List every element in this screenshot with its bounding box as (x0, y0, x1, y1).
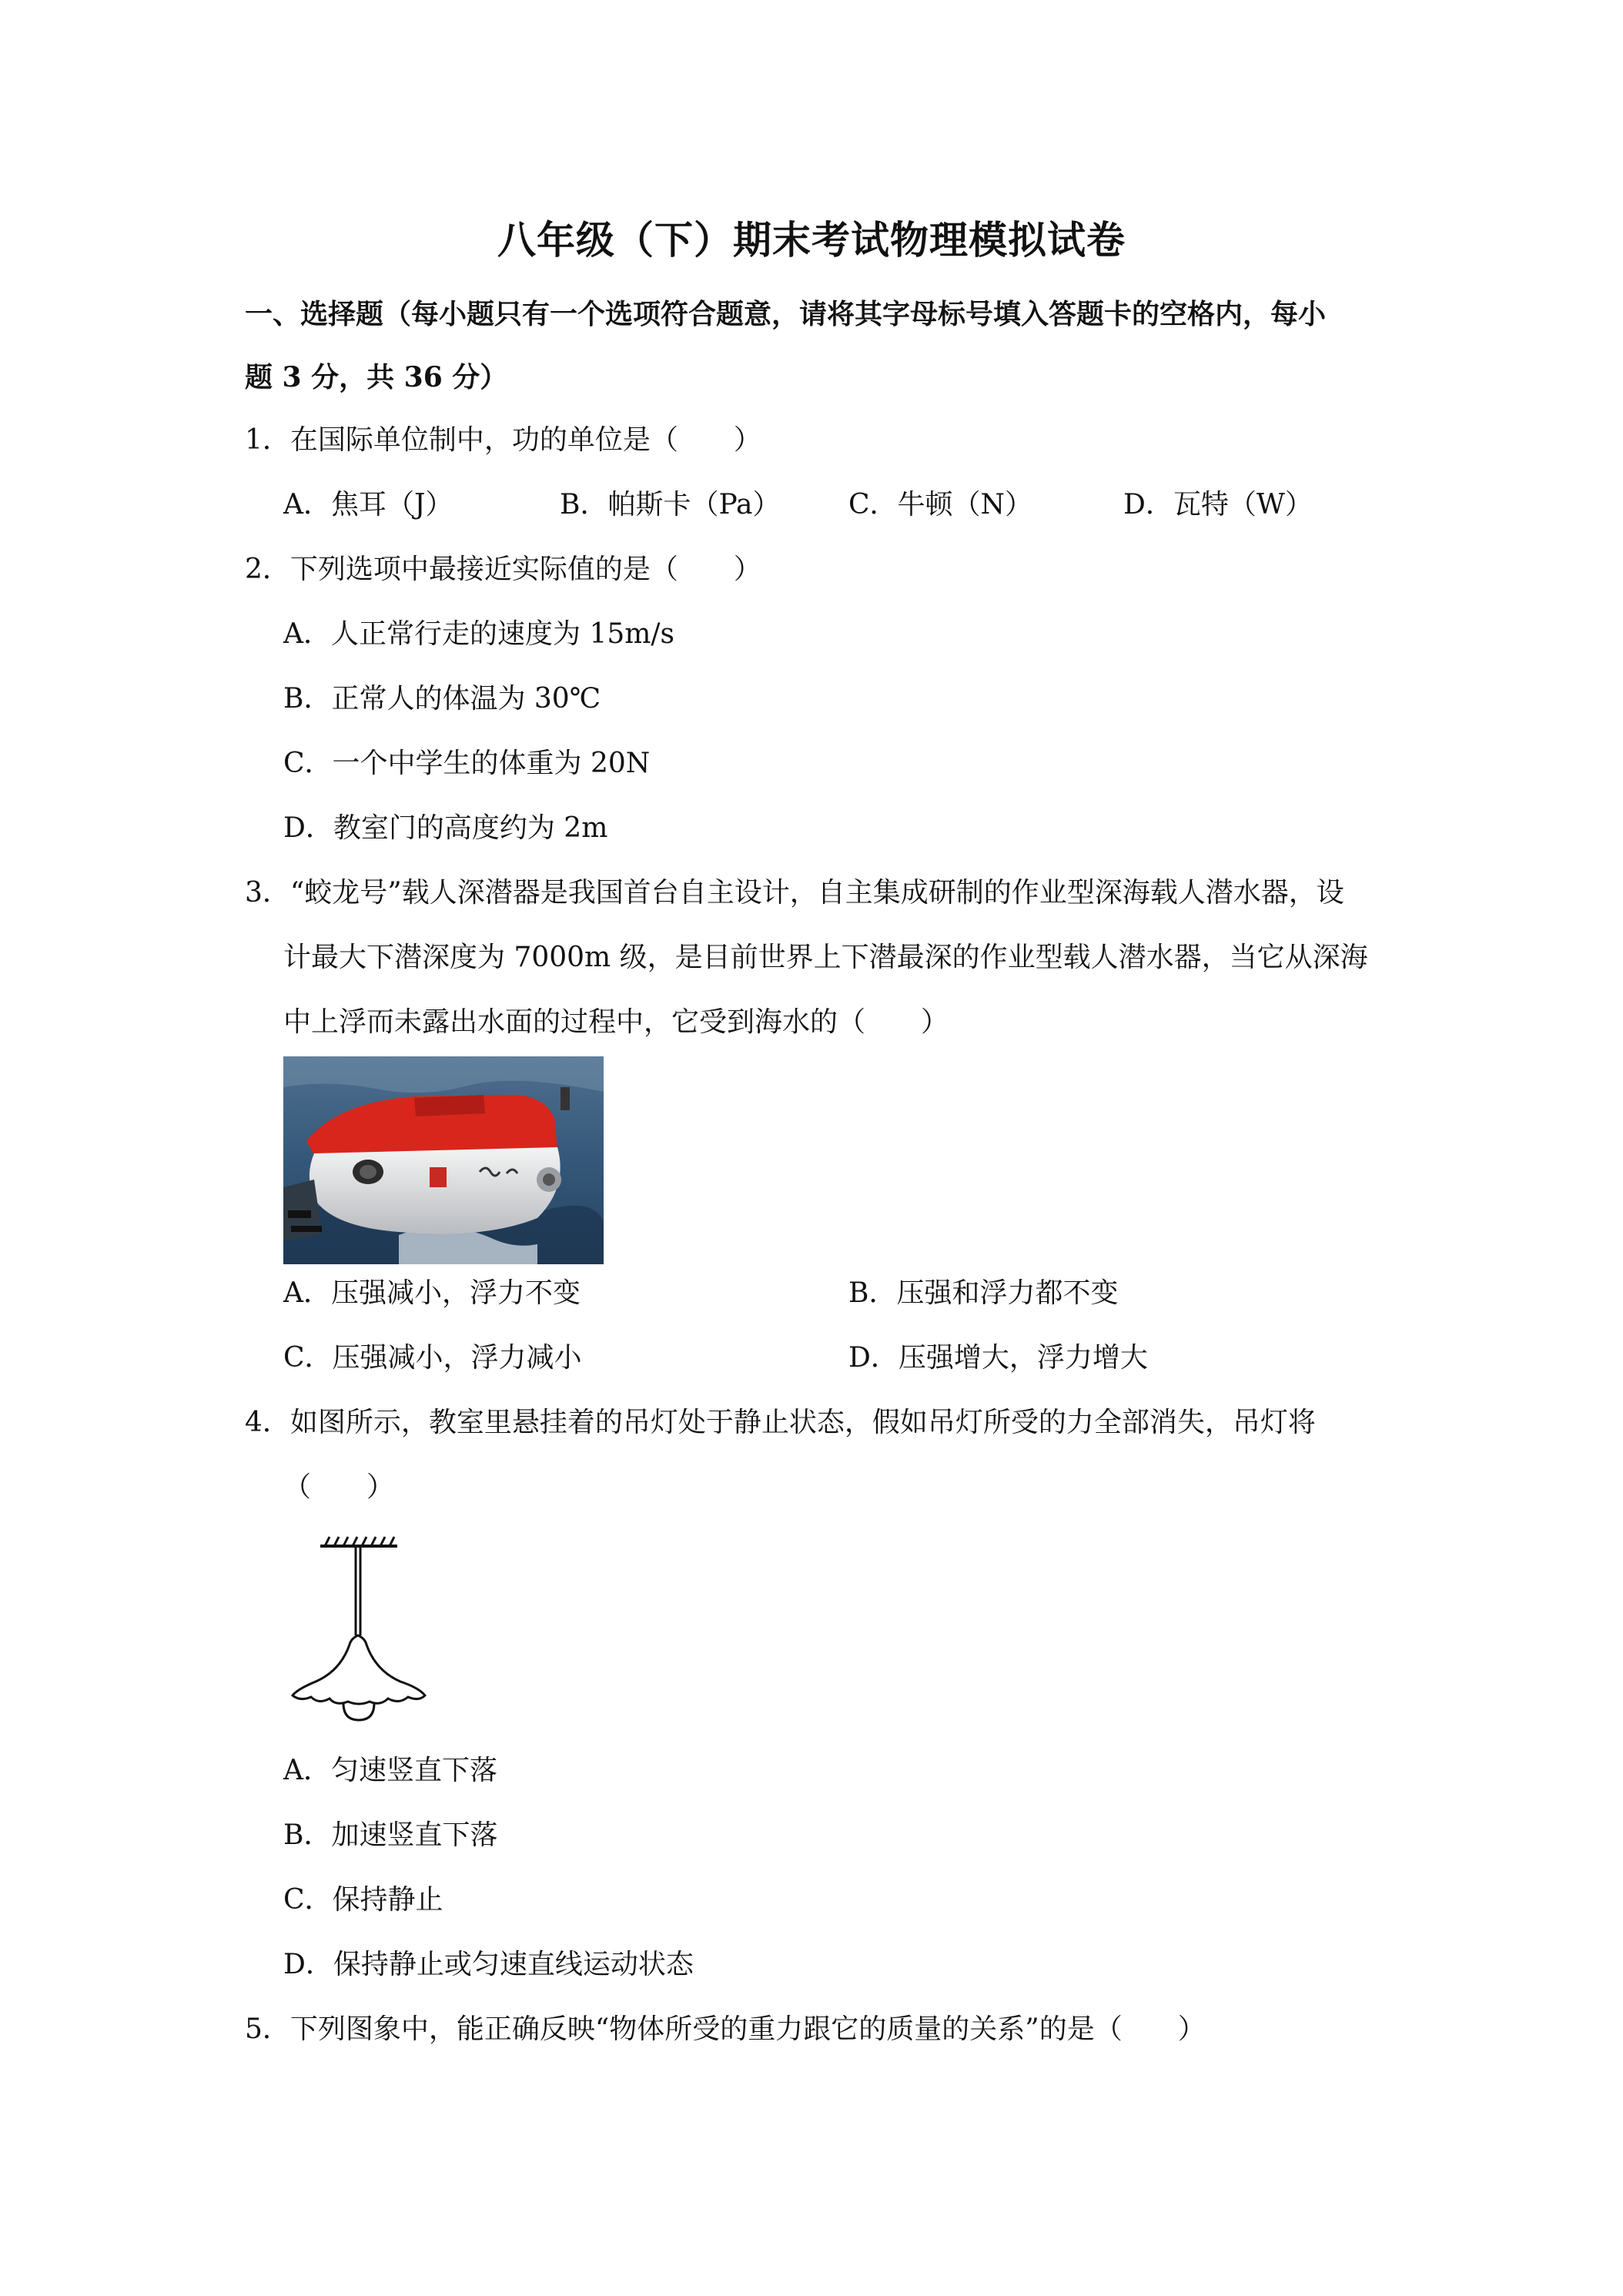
question-2-stem: 2．下列选项中最接近实际值的是（ ） (245, 554, 761, 585)
question-1-option-b: B．帕斯卡（Pa） (560, 489, 781, 520)
question-1-option-a: A．焦耳（J） (283, 489, 453, 520)
question-2-option-b: B．正常人的体温为 30℃ (283, 683, 601, 715)
submersible-photo (283, 1056, 604, 1264)
question-3-stem-line-2: 计最大下潜深度为 7000m 级，是目前世界上下潜最深的作业型载人潜水器，当它从深海 (283, 942, 1368, 973)
question-3-option-a: A．压强减小，浮力不变 (283, 1277, 581, 1309)
question-2-option-d: D．教室门的高度约为 2m (283, 812, 608, 844)
question-3-stem-line-1: 3．“蛟龙号”载人深潜器是我国首台自主设计，自主集成研制的作业型深海载人潜水器，设 (245, 877, 1344, 909)
question-1-stem: 1．在国际单位制中，功的单位是（ ） (245, 424, 761, 456)
question-4-stem-line-1: 4．如图所示，教室里悬挂着的吊灯处于静止状态，假如吊灯所受的力全部消失，吊灯将 (245, 1407, 1316, 1438)
question-4-option-d: D．保持静止或匀速直线运动状态 (283, 1949, 694, 1980)
question-3-option-d: D．压强增大，浮力增大 (848, 1342, 1148, 1374)
question-2-option-c: C．一个中学生的体重为 20N (283, 748, 651, 779)
question-3-option-b: B．压强和浮力都不变 (848, 1277, 1119, 1309)
question-1-option-d: D．瓦特（W） (1123, 489, 1313, 520)
section-heading-line-1: 一、选择题（每小题只有一个选项符合题意，请将其字母标号填入答题卡的空格内，每小 (245, 298, 1327, 330)
exam-title: 八年级（下）期末考试物理模拟试卷 (497, 217, 1126, 263)
question-4-option-a: A．匀速竖直下落 (283, 1755, 497, 1786)
question-4-stem-line-2: （ ） (283, 1471, 395, 1503)
question-4-option-b: B．加速竖直下落 (283, 1819, 498, 1851)
hanging-lamp-diagram (285, 1535, 439, 1725)
question-3-option-c: C．压强减小，浮力减小 (283, 1342, 582, 1374)
section-heading-line-2: 题 3 分，共 36 分） (245, 361, 508, 393)
question-1-option-c: C．牛顿（N） (848, 489, 1033, 520)
question-4-option-c: C．保持静止 (283, 1884, 443, 1916)
question-3-stem-line-3: 中上浮而未露出水面的过程中，它受到海水的（ ） (283, 1006, 949, 1038)
question-5-stem: 5．下列图象中，能正确反映“物体所受的重力跟它的质量的关系”的是（ ） (245, 2013, 1206, 2045)
question-2-option-a: A．人正常行走的速度为 15m/s (283, 618, 674, 650)
